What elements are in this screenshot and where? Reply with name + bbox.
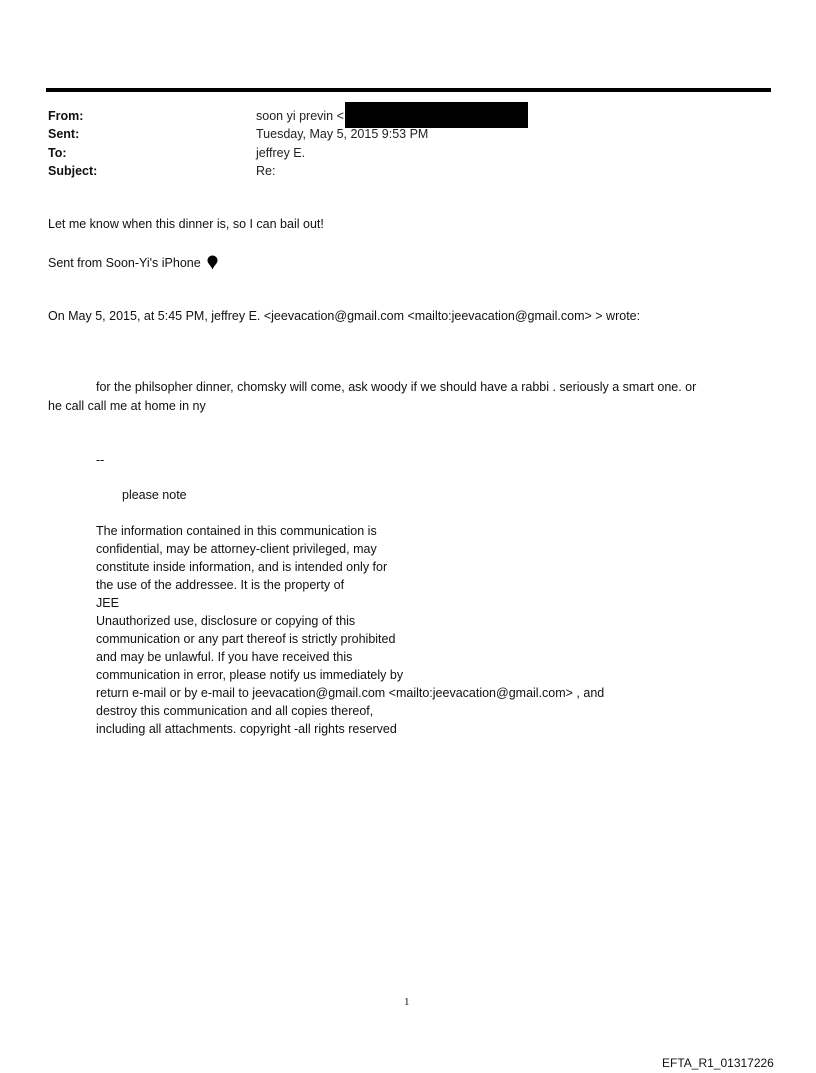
quoted-line-1: for the philsopher dinner, chomsky will come, ask woody if we should have a rabbi . seriously a smart one. or: [96, 380, 697, 394]
sent-label: Sent:: [48, 127, 80, 141]
reply-text: Let me know when this dinner is, so I can bail out!: [48, 217, 324, 231]
disclaimer-line: constitute inside information, and is intended only for: [96, 560, 388, 574]
disclaimer-line: return e-mail or by e-mail to jeevacation@gmail.com <mailto:jeevacation@gmail.com> , and: [96, 686, 605, 700]
map-pin-icon: [207, 255, 218, 275]
disclaimer-line: The information contained in this communication is: [96, 524, 377, 538]
to-label: To:: [48, 146, 67, 160]
please-note: please note: [122, 488, 187, 502]
sent-value: Tuesday, May 5, 2015 9:53 PM: [256, 127, 429, 141]
subject-label: Subject:: [48, 164, 98, 178]
to-value: jeffrey E.: [256, 146, 306, 160]
quoted-line-2: he call call me at home in ny: [48, 399, 206, 413]
signature-line: [48, 254, 218, 275]
disclaimer-line: confidential, may be attorney-client privileged, may: [96, 542, 377, 556]
subject-value: Re:: [256, 164, 276, 178]
from-value: soon yi previn <: [256, 109, 344, 123]
document-id: EFTA_R1_01317226: [662, 1056, 774, 1070]
quote-intro: On May 5, 2015, at 5:45 PM, jeffrey E. <jeevacation@gmail.com <mailto:jeevacation@gmail.com> > wrote:: [48, 309, 641, 323]
header-rule: [46, 88, 771, 92]
disclaimer-line: and may be unlawful. If you have received this: [96, 650, 353, 664]
disclaimer-line: destroy this communication and all copies thereof,: [96, 704, 374, 718]
disclaimer-line: JEE: [96, 596, 119, 610]
page-number: 1: [404, 996, 410, 1008]
disclaimer-line: communication or any part thereof is strictly prohibited: [96, 632, 396, 646]
from-label: From:: [48, 109, 84, 123]
disclaimer-line: communication in error, please notify us immediately by: [96, 668, 404, 682]
signature-separator: --: [96, 453, 105, 467]
signature-text: Sent from Soon-Yi's iPhone: [48, 256, 201, 270]
disclaimer-line: the use of the addressee. It is the property of: [96, 578, 345, 592]
disclaimer-line: Unauthorized use, disclosure or copying of this: [96, 614, 356, 628]
disclaimer-line: including all attachments. copyright -all rights reserved: [96, 722, 397, 736]
